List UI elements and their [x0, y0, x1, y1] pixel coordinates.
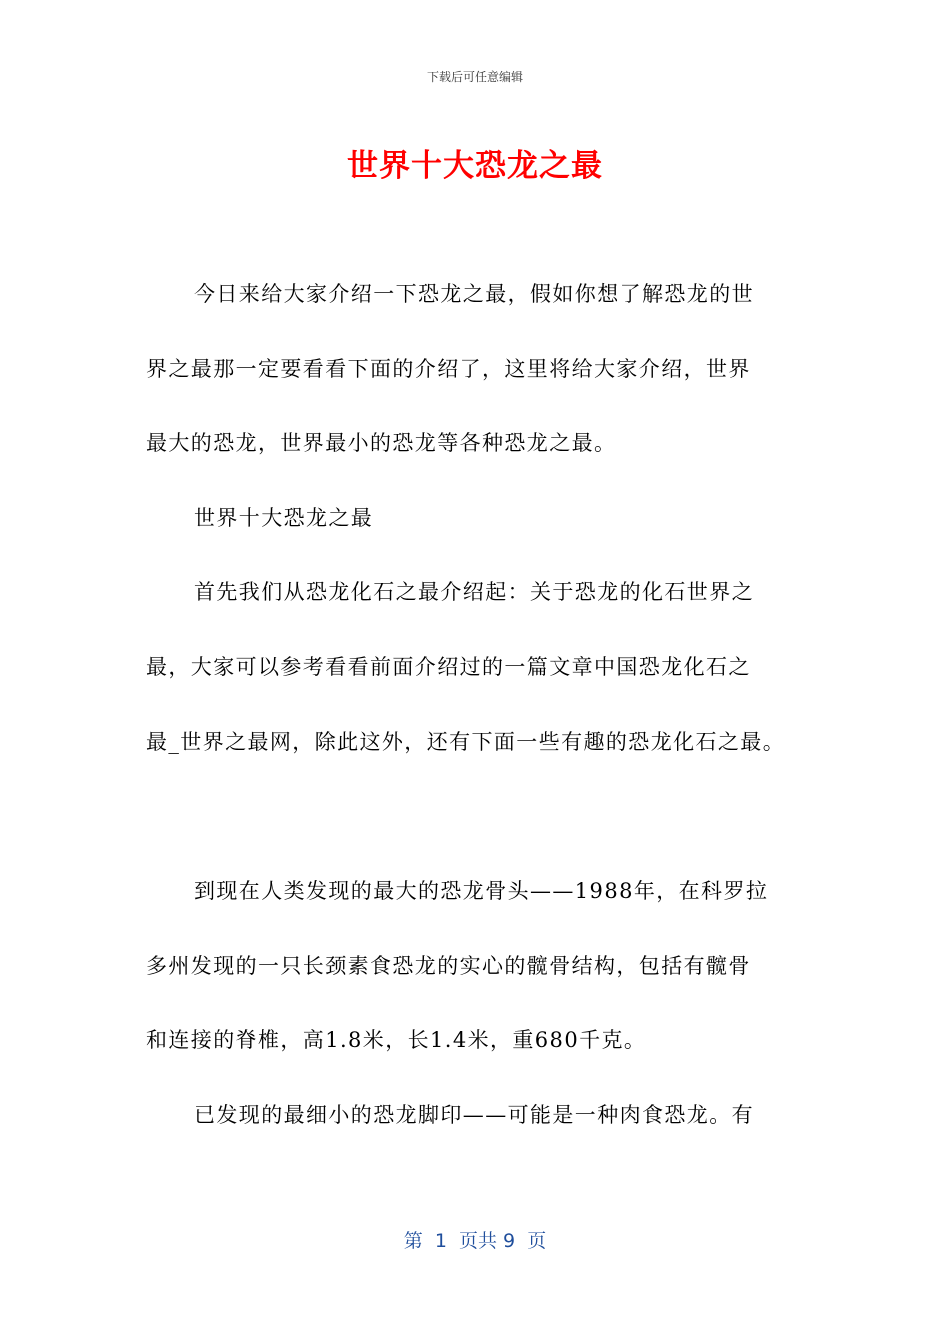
paragraph-line: 界之最那一定要看看下面的介绍了，这里将给大家介绍，世界: [146, 357, 751, 381]
page-title: 世界十大恐龙之最: [347, 148, 603, 184]
header-note: 下载后可任意编辑: [426, 70, 523, 84]
paragraph-line: 最，大家可以参考看看前面介绍过的一篇文章中国恐龙化石之: [146, 655, 751, 679]
paragraph-line: 最大的恐龙，世界最小的恐龙等各种恐龙之最。: [146, 431, 617, 455]
section-heading: 世界十大恐龙之最: [194, 506, 374, 530]
paragraph-line: 已发现的最细小的恐龙脚印——可能是一种肉食恐龙。有: [194, 1103, 754, 1127]
paragraph-line: 到现在人类发现的最大的恐龙骨头——1988年，在科罗拉: [194, 879, 769, 903]
paragraph-line: 和连接的脊椎，高1.8米，长1.4米，重680千克。: [146, 1028, 647, 1052]
paragraph-line: 多州发现的一只长颈素食恐龙的实心的髋骨结构，包括有髋骨: [146, 954, 751, 978]
page-footer: 第 1 页共 9 页: [403, 1230, 547, 1252]
paragraph-line: 首先我们从恐龙化石之最介绍起：关于恐龙的化石世界之: [194, 580, 754, 604]
paragraph-line: 最_世界之最网，除此这外，还有下面一些有趣的恐龙化石之最。: [146, 730, 786, 754]
paragraph-line: 今日来给大家介绍一下恐龙之最，假如你想了解恐龙的世: [194, 282, 754, 306]
